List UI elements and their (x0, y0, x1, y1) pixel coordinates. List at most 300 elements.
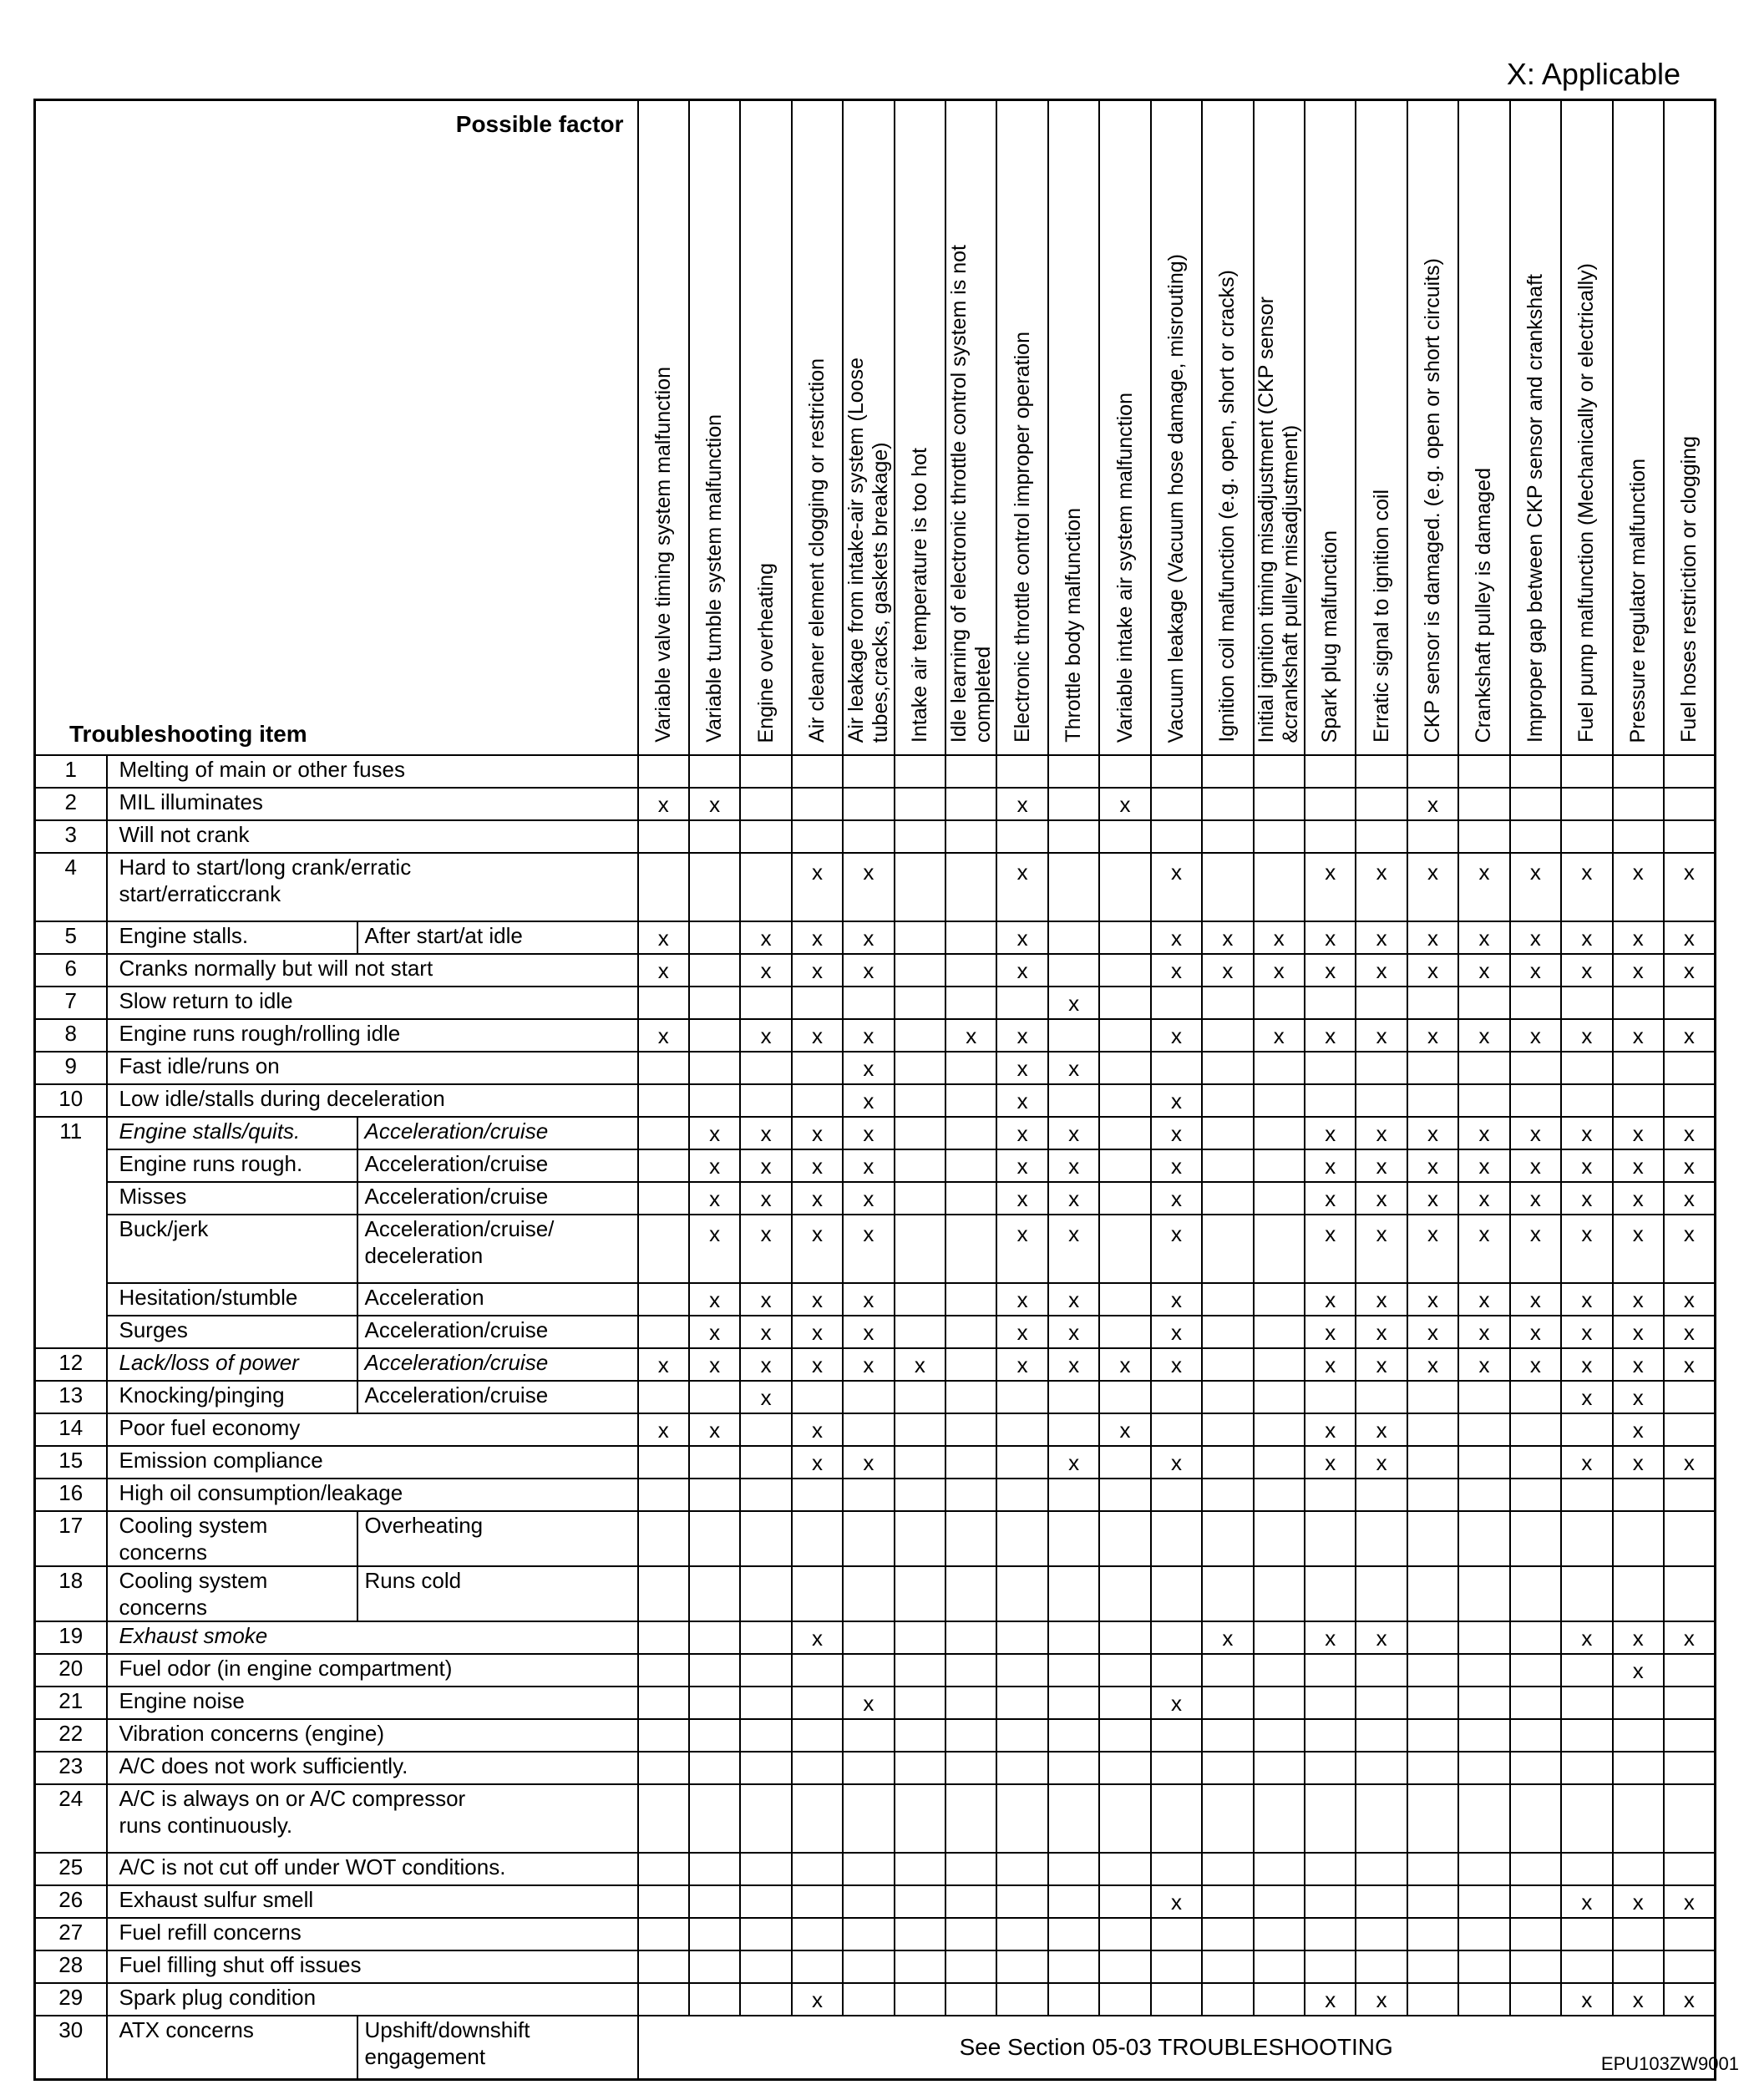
empty-cell (792, 1950, 843, 1983)
applicable-mark: x (1664, 1149, 1715, 1182)
applicable-mark: x (638, 954, 689, 987)
factor-header-15 (1356, 100, 1407, 756)
factor-label: Air cleaner element clogging or restriction (804, 358, 829, 743)
condition: Runs cold (357, 1566, 638, 1621)
empty-cell (1664, 1413, 1715, 1446)
empty-cell (1561, 1853, 1612, 1885)
empty-cell (945, 1918, 996, 1950)
troubleshooting-item: MIL illuminates (107, 788, 638, 820)
empty-cell (740, 1853, 791, 1885)
empty-cell (638, 1117, 689, 1149)
empty-cell (638, 755, 689, 788)
empty-cell (996, 1950, 1047, 1983)
applicable-mark: x (843, 1149, 894, 1182)
empty-cell (945, 1479, 996, 1511)
empty-cell (1151, 1479, 1202, 1511)
empty-cell (638, 820, 689, 853)
empty-cell (1458, 1983, 1509, 2016)
empty-cell (1254, 1654, 1305, 1687)
empty-cell (1305, 1566, 1356, 1621)
empty-cell (1561, 1654, 1612, 1687)
applicable-mark: x (1613, 1413, 1664, 1446)
factor-header-16 (1407, 100, 1458, 756)
empty-cell (1458, 1654, 1509, 1687)
empty-cell (1407, 1950, 1458, 1983)
empty-cell (1510, 820, 1561, 853)
applicable-mark: x (1305, 1149, 1356, 1182)
applicable-mark: x (1561, 954, 1612, 987)
condition: Acceleration/cruise (357, 1316, 638, 1348)
factor-header-9 (1048, 100, 1099, 756)
factor-label: Air leakage from intake-air system (Loose tubes,cracks, gaskets breakage) (844, 357, 892, 743)
empty-cell (996, 1983, 1047, 2016)
row-number: 24 (35, 1784, 107, 1853)
empty-cell (740, 755, 791, 788)
empty-cell (895, 1950, 945, 1983)
applicable-mark: x (996, 1117, 1047, 1149)
applicable-mark: x (1151, 1019, 1202, 1052)
empty-cell (1407, 1381, 1458, 1413)
empty-cell (996, 1918, 1047, 1950)
applicable-mark: x (1664, 1117, 1715, 1149)
empty-cell (843, 1885, 894, 1918)
empty-cell (740, 1479, 791, 1511)
empty-cell (1510, 1413, 1561, 1446)
applicable-mark: x (1407, 1019, 1458, 1052)
empty-cell (1613, 788, 1664, 820)
empty-cell (945, 1283, 996, 1316)
empty-cell (1458, 788, 1509, 820)
empty-cell (1613, 1511, 1664, 1566)
row-number: 14 (35, 1413, 107, 1446)
empty-cell (1254, 1084, 1305, 1117)
applicable-mark: x (1048, 1283, 1099, 1316)
empty-cell (1151, 755, 1202, 788)
empty-cell (996, 1752, 1047, 1784)
row-number: 25 (35, 1853, 107, 1885)
table-row (35, 1687, 1716, 1719)
empty-cell (638, 1511, 689, 1566)
empty-cell (1458, 755, 1509, 788)
troubleshooting-item: A/C does not work sufficiently. (107, 1752, 638, 1784)
empty-cell (1048, 1687, 1099, 1719)
empty-cell (1407, 1784, 1458, 1853)
condition: Acceleration/cruise (357, 1149, 638, 1182)
empty-cell (638, 853, 689, 921)
applicable-mark: x (1407, 853, 1458, 921)
applicable-mark: x (1664, 921, 1715, 954)
condition: Acceleration/cruise (357, 1381, 638, 1413)
troubleshooting-item: Fuel odor (in engine compartment) (107, 1654, 638, 1687)
empty-cell (1099, 1316, 1150, 1348)
row-number: 6 (35, 954, 107, 987)
empty-cell (1099, 1283, 1150, 1316)
empty-cell (895, 954, 945, 987)
empty-cell (1613, 987, 1664, 1019)
empty-cell (1407, 1918, 1458, 1950)
empty-cell (1664, 1950, 1715, 1983)
empty-cell (1407, 1084, 1458, 1117)
empty-cell (1202, 1316, 1253, 1348)
empty-cell (1664, 1479, 1715, 1511)
empty-cell (1048, 1381, 1099, 1413)
empty-cell (1407, 1719, 1458, 1752)
applicable-mark: x (1613, 1381, 1664, 1413)
applicable-mark: x (689, 1316, 740, 1348)
empty-cell (792, 987, 843, 1019)
empty-cell (1664, 1084, 1715, 1117)
empty-cell (895, 853, 945, 921)
empty-cell (689, 1983, 740, 2016)
empty-cell (843, 1983, 894, 2016)
empty-cell (895, 1687, 945, 1719)
empty-cell (843, 1654, 894, 1687)
empty-cell (1510, 1752, 1561, 1784)
empty-cell (1458, 1479, 1509, 1511)
empty-cell (1561, 1784, 1612, 1853)
empty-cell (1254, 1687, 1305, 1719)
empty-cell (945, 1446, 996, 1479)
table-row (35, 1215, 1716, 1283)
applicable-mark: x (843, 1215, 894, 1283)
empty-cell (1305, 1381, 1356, 1413)
empty-cell (895, 1182, 945, 1215)
row-number: 8 (35, 1019, 107, 1052)
empty-cell (1254, 1918, 1305, 1950)
empty-cell (1613, 1784, 1664, 1853)
applicable-mark: x (689, 1117, 740, 1149)
empty-cell (945, 1215, 996, 1283)
applicable-mark: x (1510, 1117, 1561, 1149)
empty-cell (792, 1566, 843, 1621)
condition: Acceleration/cruise (357, 1117, 638, 1149)
empty-cell (1356, 820, 1407, 853)
condition: Acceleration (357, 1283, 638, 1316)
empty-cell (1356, 987, 1407, 1019)
empty-cell (1099, 1446, 1150, 1479)
empty-cell (1254, 1117, 1305, 1149)
empty-cell (1664, 1784, 1715, 1853)
troubleshooting-item: Surges (107, 1316, 357, 1348)
troubleshooting-item: Lack/loss of power (107, 1348, 357, 1381)
troubleshooting-item: Cooling system concerns (107, 1566, 357, 1621)
empty-cell (895, 755, 945, 788)
table-row (35, 820, 1716, 853)
empty-cell (1202, 1182, 1253, 1215)
applicable-mark: x (1305, 1316, 1356, 1348)
applicable-mark: x (1305, 1019, 1356, 1052)
empty-cell (1202, 1719, 1253, 1752)
empty-cell (895, 1511, 945, 1566)
factor-header-3 (740, 100, 791, 756)
empty-cell (1254, 1853, 1305, 1885)
applicable-mark: x (1510, 1019, 1561, 1052)
applicable-mark: x (895, 1348, 945, 1381)
applicable-mark: x (843, 1348, 894, 1381)
table-row (35, 1348, 1716, 1381)
empty-cell (1305, 1853, 1356, 1885)
factor-header-7 (945, 100, 996, 756)
factor-header-4 (792, 100, 843, 756)
empty-cell (1099, 1654, 1150, 1687)
empty-cell (1510, 1381, 1561, 1413)
troubleshooting-item: High oil consumption/leakage (107, 1479, 638, 1511)
condition: Acceleration/cruise/ deceleration (357, 1215, 638, 1283)
applicable-mark: x (1510, 1182, 1561, 1215)
applicable-mark: x (1356, 1348, 1407, 1381)
empty-cell (1510, 1621, 1561, 1654)
applicable-mark: x (1458, 1215, 1509, 1283)
applicable-mark: x (1356, 921, 1407, 954)
empty-cell (895, 1117, 945, 1149)
empty-cell (1356, 1950, 1407, 1983)
applicable-mark: x (1613, 853, 1664, 921)
applicable-mark: x (1356, 1182, 1407, 1215)
empty-cell (1151, 1950, 1202, 1983)
applicable-mark: x (1099, 1348, 1150, 1381)
row-number: 11 (35, 1117, 107, 1348)
applicable-mark: x (843, 1687, 894, 1719)
applicable-mark: x (1202, 921, 1253, 954)
empty-cell (1664, 1654, 1715, 1687)
empty-cell (1048, 755, 1099, 788)
empty-cell (1202, 1348, 1253, 1381)
empty-cell (1305, 755, 1356, 788)
empty-cell (1048, 1621, 1099, 1654)
empty-cell (740, 853, 791, 921)
empty-cell (996, 987, 1047, 1019)
empty-cell (638, 1654, 689, 1687)
empty-cell (843, 755, 894, 788)
empty-cell (1356, 788, 1407, 820)
troubleshooting-item: Low idle/stalls during deceleration (107, 1084, 638, 1117)
empty-cell (1254, 1885, 1305, 1918)
empty-cell (1048, 1566, 1099, 1621)
empty-cell (996, 1511, 1047, 1566)
applicable-mark: x (1458, 921, 1509, 954)
empty-cell (1613, 1918, 1664, 1950)
applicable-mark: x (792, 921, 843, 954)
empty-cell (1151, 1621, 1202, 1654)
applicable-mark: x (1407, 921, 1458, 954)
empty-cell (895, 1446, 945, 1479)
condition: Acceleration/cruise (357, 1348, 638, 1381)
applicable-mark: x (1510, 954, 1561, 987)
empty-cell (1510, 1687, 1561, 1719)
applicable-mark: x (1613, 1348, 1664, 1381)
empty-cell (1099, 1511, 1150, 1566)
empty-cell (1510, 1918, 1561, 1950)
empty-cell (1407, 1752, 1458, 1784)
empty-cell (895, 1413, 945, 1446)
empty-cell (1356, 1381, 1407, 1413)
empty-cell (945, 788, 996, 820)
row-number: 22 (35, 1719, 107, 1752)
applicable-mark: x (1664, 1316, 1715, 1348)
empty-cell (1407, 1853, 1458, 1885)
empty-cell (945, 1052, 996, 1084)
applicable-mark: x (689, 788, 740, 820)
empty-cell (1099, 1117, 1150, 1149)
empty-cell (1254, 987, 1305, 1019)
factor-label: Pressure regulator malfunction (1625, 458, 1650, 743)
applicable-mark: x (1356, 1446, 1407, 1479)
empty-cell (1254, 1446, 1305, 1479)
empty-cell (1510, 1983, 1561, 2016)
applicable-mark: x (1407, 954, 1458, 987)
empty-cell (895, 820, 945, 853)
row-number: 9 (35, 1052, 107, 1084)
empty-cell (638, 1316, 689, 1348)
empty-cell (689, 1084, 740, 1117)
table-row (35, 987, 1716, 1019)
empty-cell (638, 1885, 689, 1918)
row-number: 13 (35, 1381, 107, 1413)
empty-cell (1458, 1381, 1509, 1413)
empty-cell (1458, 1084, 1509, 1117)
empty-cell (1048, 1853, 1099, 1885)
empty-cell (945, 1348, 996, 1381)
row-number: 4 (35, 853, 107, 921)
empty-cell (1202, 1479, 1253, 1511)
empty-cell (792, 788, 843, 820)
empty-cell (1254, 1316, 1305, 1348)
applicable-mark: x (740, 1348, 791, 1381)
empty-cell (1356, 1511, 1407, 1566)
empty-cell (1048, 788, 1099, 820)
empty-cell (1254, 1283, 1305, 1316)
empty-cell (1356, 1719, 1407, 1752)
applicable-mark: x (1356, 1413, 1407, 1446)
empty-cell (895, 1885, 945, 1918)
empty-cell (1048, 1084, 1099, 1117)
empty-cell (1613, 1687, 1664, 1719)
applicable-mark: x (638, 921, 689, 954)
empty-cell (1613, 1479, 1664, 1511)
empty-cell (945, 1719, 996, 1752)
factor-header-19 (1561, 100, 1612, 756)
applicable-mark: x (792, 1413, 843, 1446)
applicable-mark: x (1151, 1149, 1202, 1182)
empty-cell (1407, 1654, 1458, 1687)
empty-cell (689, 1052, 740, 1084)
empty-cell (996, 1687, 1047, 1719)
applicable-mark: x (740, 954, 791, 987)
empty-cell (1613, 1566, 1664, 1621)
empty-cell (1099, 1149, 1150, 1182)
empty-cell (1613, 1950, 1664, 1983)
troubleshooting-rows (35, 755, 1716, 2080)
empty-cell (1664, 987, 1715, 1019)
empty-cell (1561, 1413, 1612, 1446)
empty-cell (1407, 1566, 1458, 1621)
applicable-mark: x (843, 853, 894, 921)
empty-cell (1254, 1983, 1305, 2016)
empty-cell (1048, 820, 1099, 853)
empty-cell (1099, 1479, 1150, 1511)
row-number: 20 (35, 1654, 107, 1687)
legend-applicable: X: Applicable (1506, 57, 1680, 91)
row-number: 10 (35, 1084, 107, 1117)
empty-cell (945, 1511, 996, 1566)
applicable-mark: x (1305, 1621, 1356, 1654)
empty-cell (1664, 1853, 1715, 1885)
applicable-mark: x (843, 1316, 894, 1348)
empty-cell (1202, 1784, 1253, 1853)
applicable-mark: x (689, 1413, 740, 1446)
empty-cell (843, 1413, 894, 1446)
applicable-mark: x (1458, 954, 1509, 987)
empty-cell (1356, 1479, 1407, 1511)
empty-cell (1202, 1019, 1253, 1052)
empty-cell (792, 1654, 843, 1687)
table-row (35, 1381, 1716, 1413)
empty-cell (1458, 987, 1509, 1019)
empty-cell (996, 1654, 1047, 1687)
applicable-mark: x (1151, 1215, 1202, 1283)
applicable-mark: x (1254, 1019, 1305, 1052)
applicable-mark: x (1561, 1117, 1612, 1149)
empty-cell (996, 1784, 1047, 1853)
empty-cell (1099, 954, 1150, 987)
empty-cell (1613, 1052, 1664, 1084)
empty-cell (1613, 755, 1664, 788)
applicable-mark: x (1613, 1182, 1664, 1215)
empty-cell (1510, 755, 1561, 788)
empty-cell (945, 1983, 996, 2016)
row-number: 27 (35, 1918, 107, 1950)
applicable-mark: x (1305, 1348, 1356, 1381)
empty-cell (1305, 1885, 1356, 1918)
empty-cell (895, 1853, 945, 1885)
applicable-mark: x (1561, 1983, 1612, 2016)
empty-cell (792, 1479, 843, 1511)
empty-cell (1510, 1784, 1561, 1853)
empty-cell (638, 987, 689, 1019)
applicable-mark: x (1458, 1117, 1509, 1149)
empty-cell (689, 1918, 740, 1950)
empty-cell (638, 1621, 689, 1654)
row-number: 21 (35, 1687, 107, 1719)
empty-cell (1099, 1950, 1150, 1983)
empty-cell (792, 1052, 843, 1084)
empty-cell (740, 1918, 791, 1950)
empty-cell (1099, 1752, 1150, 1784)
empty-cell (1151, 820, 1202, 853)
applicable-mark: x (843, 1182, 894, 1215)
empty-cell (996, 1566, 1047, 1621)
troubleshooting-item: Spark plug condition (107, 1983, 638, 2016)
applicable-mark: x (1510, 1149, 1561, 1182)
empty-cell (1254, 1052, 1305, 1084)
applicable-mark: x (792, 1283, 843, 1316)
factor-label: Spark plug malfunction (1318, 530, 1342, 743)
empty-cell (1458, 1511, 1509, 1566)
empty-cell (1099, 1687, 1150, 1719)
factor-header-1 (638, 100, 689, 756)
table-row (35, 755, 1716, 788)
empty-cell (996, 755, 1047, 788)
empty-cell (1561, 1084, 1612, 1117)
empty-cell (792, 1752, 843, 1784)
row-number: 2 (35, 788, 107, 820)
troubleshooting-item: ATX concerns (107, 2016, 357, 2080)
document-code: EPU103ZW9001 (1600, 2053, 1739, 2074)
applicable-mark: x (1356, 1316, 1407, 1348)
applicable-mark: x (1458, 1348, 1509, 1381)
row-number: 15 (35, 1446, 107, 1479)
applicable-mark: x (996, 1084, 1047, 1117)
